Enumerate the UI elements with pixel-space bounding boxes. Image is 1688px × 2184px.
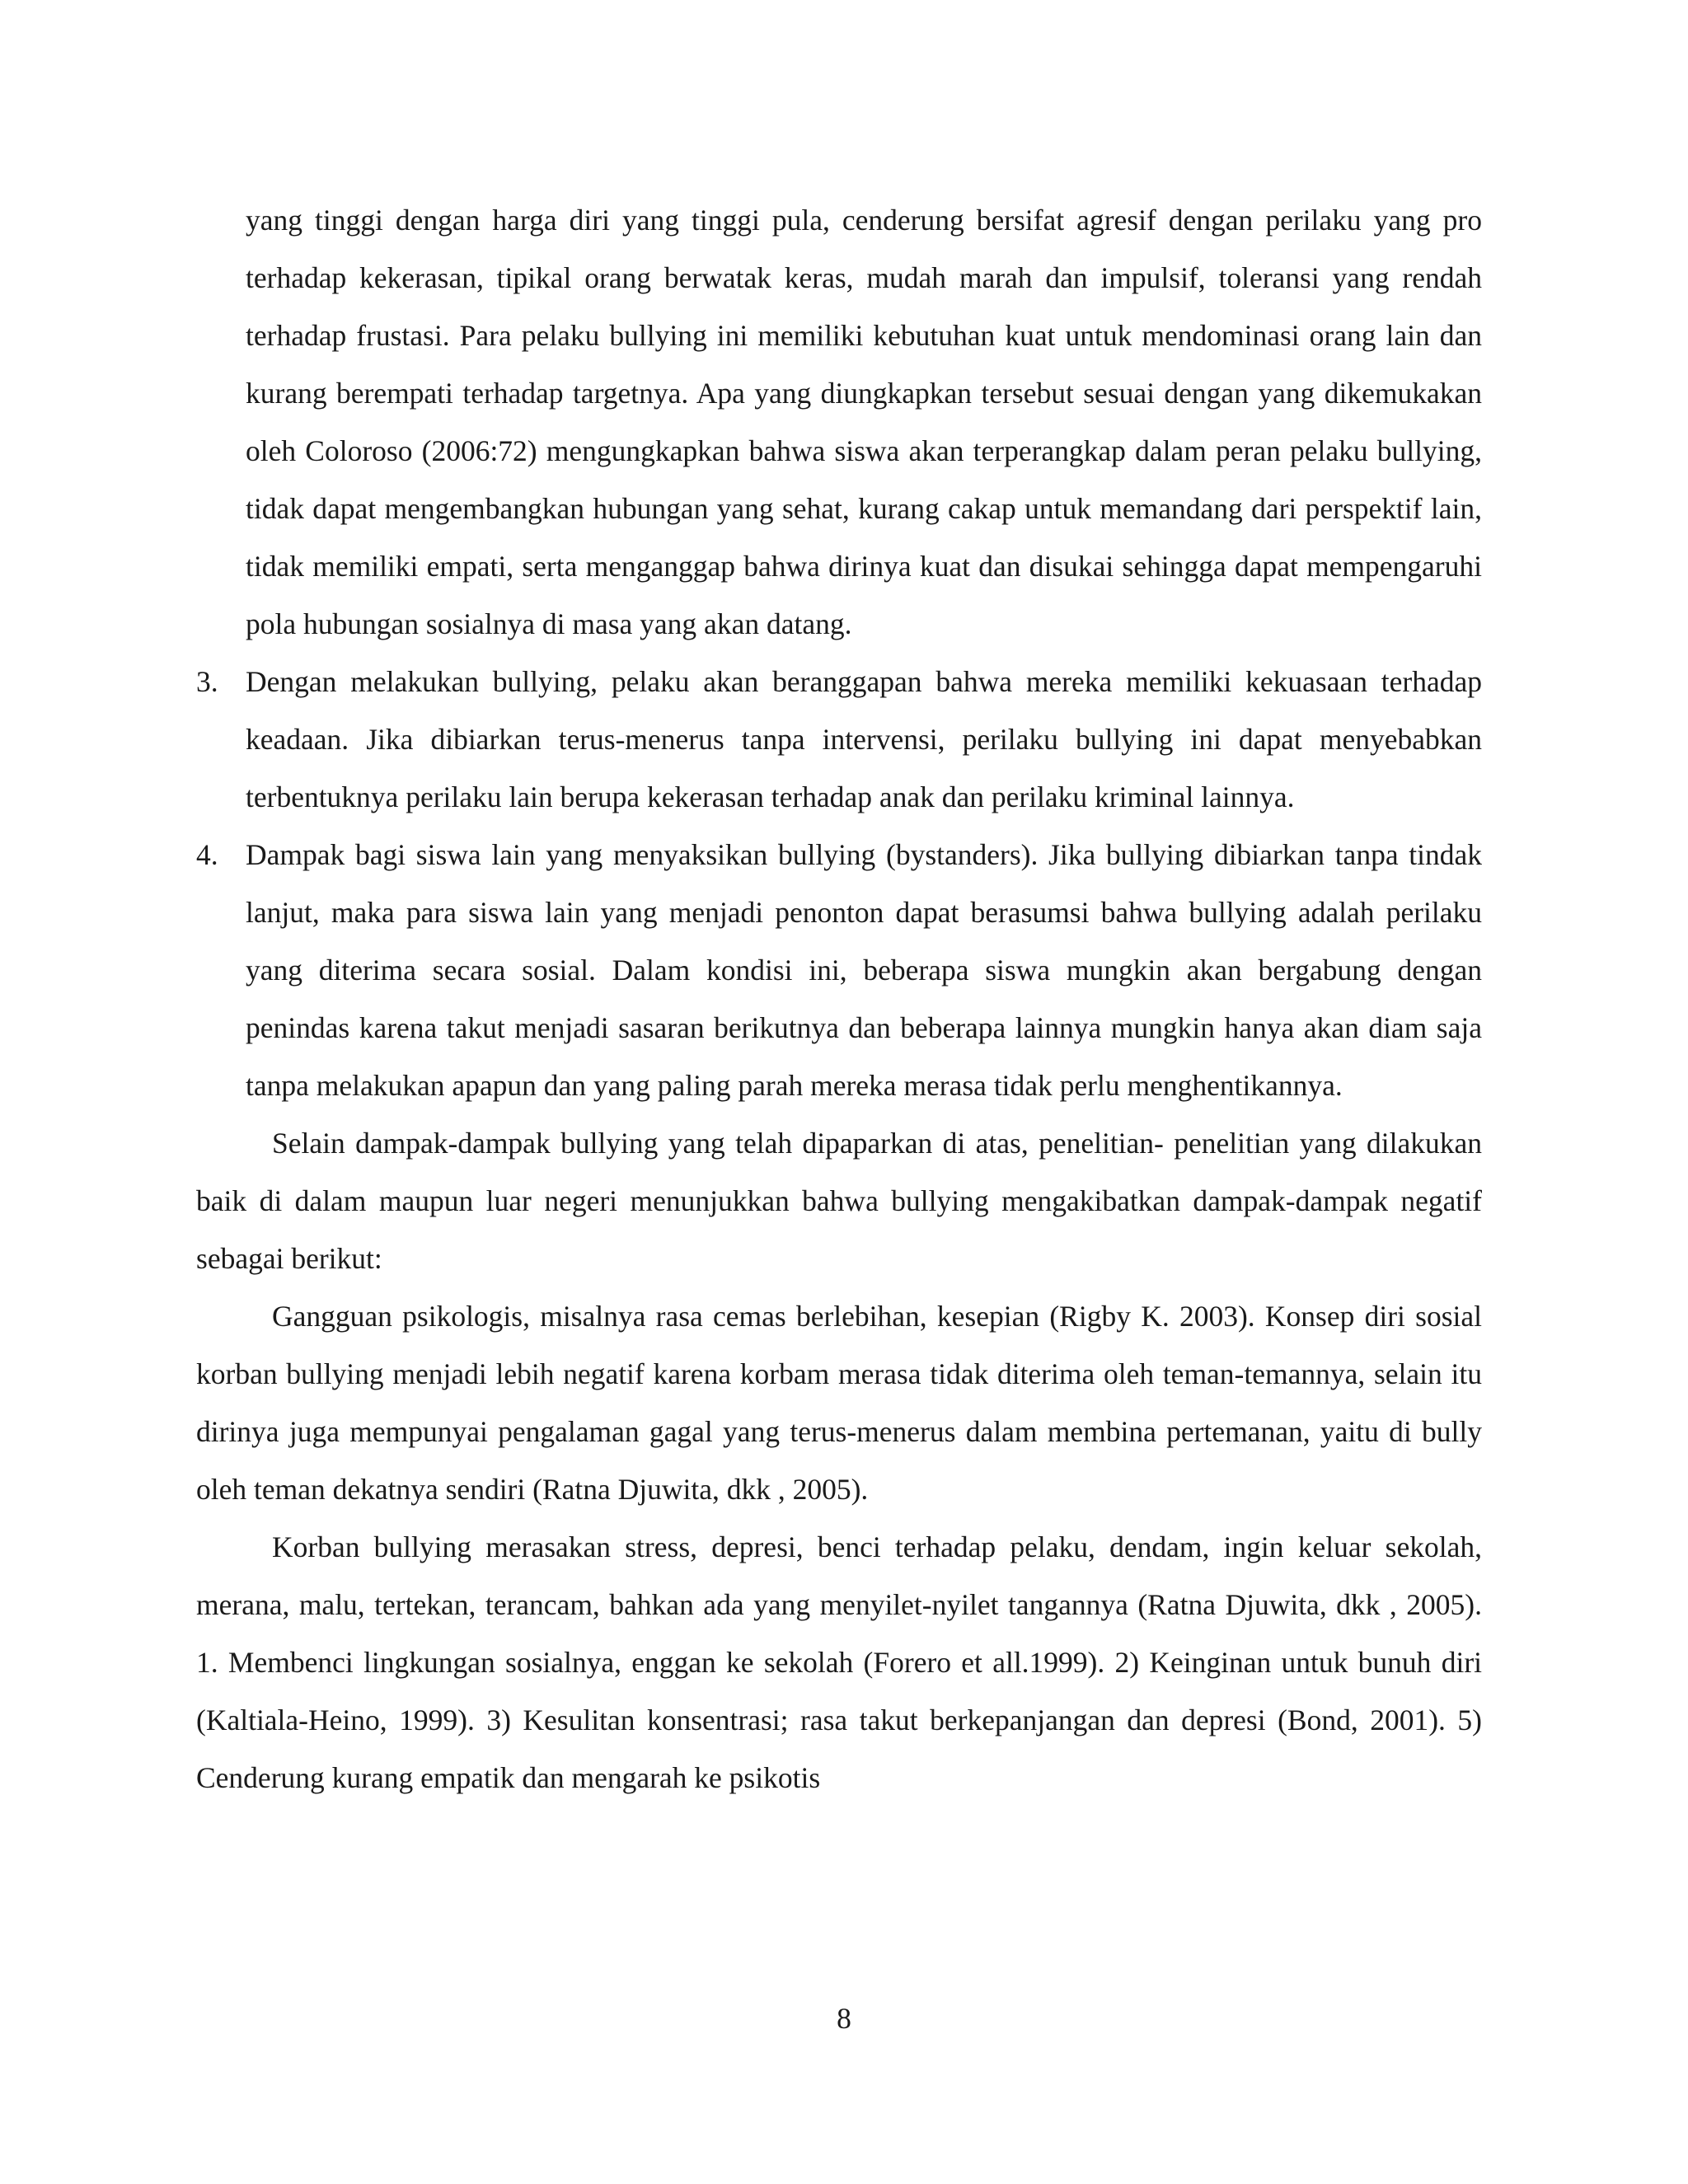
paragraph-dampak-negatif: Selain dampak-dampak bullying yang telah dipaparkan di atas, penelitian- penelitian yang dilakukan baik di dalam maupun luar negeri menunjukkan bahwa bullying mengakibatkan dampak-dampak negatif sebagai berikut: [196,1127,1482,1275]
list-item-4-text: Dampak bagi siswa lain yang menyaksikan bullying (bystanders). Jika bullying dibiarkan tanpa tindak lanjut, maka para siswa lain yang menjadi penonton dapat berasumsi bahwa bullying adalah perilaku yang diterima secara sosial. Dalam kondisi ini, beberapa siswa mungkin akan bergabung dengan penindas karena takut menjadi sasaran berikutnya dan beberapa lainnya mungkin hanya akan diam saja tanpa melakukan apapun dan yang paling parah mereka merasa tidak perlu menghentikannya. [246,838,1482,1102]
paragraph-continuation: yang tinggi dengan harga diri yang tinggi pula, cenderung bersifat agresif dengan perilaku yang pro terhadap kekerasan, tipikal orang berwatak keras, mudah marah dan impulsif, toleransi yang rendah terhadap frustasi. Para pelaku bullying ini memiliki kebutuhan kuat untuk mendominasi orang lain dan kurang berempati terhadap targetnya. Apa yang diungkapkan tersebut sesuai dengan yang dikemukakan oleh Coloroso (2006:72) mengungkapkan bahwa siswa akan terperangkap dalam peran pelaku bullying, tidak dapat mengembangkan hubungan yang sehat, kurang cakap untuk memandang dari perspektif lain, tidak memiliki empati, serta menganggap bahwa dirinya kuat dan disukai sehingga dapat mempengaruhi pola hubungan sosialnya di masa yang akan datang. [246,204,1482,640]
list-number-4: 4. [196,838,218,871]
paragraph-korban-bullying: Korban bullying merasakan stress, depresi, benci terhadap pelaku, dendam, ingin keluar sekolah, merana, malu, tertekan, terancam, bahkan ada yang menyilet-nyilet tangannya (Ratna Djuwita, dkk , 2005). 1. Membenci lingkungan sosialnya, enggan ke sekolah (Forero et all.1999). 2) Keinginan untuk bunuh diri (Kaltiala-Heino, 1999). 3) Kesulitan konsentrasi; rasa takut berkepanjangan dan depresi (Bond, 2001). 5) Cenderung kurang empatik dan mengarah ke psikotis [196,1530,1482,1794]
list-item-3-text: Dengan melakukan bullying, pelaku akan beranggapan bahwa mereka memiliki kekuasaan terhadap keadaan. Jika dibiarkan terus-menerus tanpa intervensi, perilaku bullying ini dapat menyebabkan terbentuknya perilaku lain berupa kekerasan terhadap anak dan perilaku kriminal lainnya. [246,665,1482,813]
page-number: 8 [837,2002,851,2035]
paragraph-gangguan-psikologis: Gangguan psikologis, misalnya rasa cemas berlebihan, kesepian (Rigby K. 2003). Konsep diri sosial korban bullying menjadi lebih negatif karena korbam merasa tidak diterima oleh teman-temannya, selain itu dirinya juga mempunyai pengalaman gagal yang terus-menerus dalam membina pertemanan, yaitu di bully oleh teman dekatnya sendiri (Ratna Djuwita, dkk , 2005). [196,1300,1482,1506]
list-item-4 [196,826,1482,1114]
list-number-3: 3. [196,665,218,698]
body-text [196,191,1482,1807]
list-item-3 [196,653,1482,826]
